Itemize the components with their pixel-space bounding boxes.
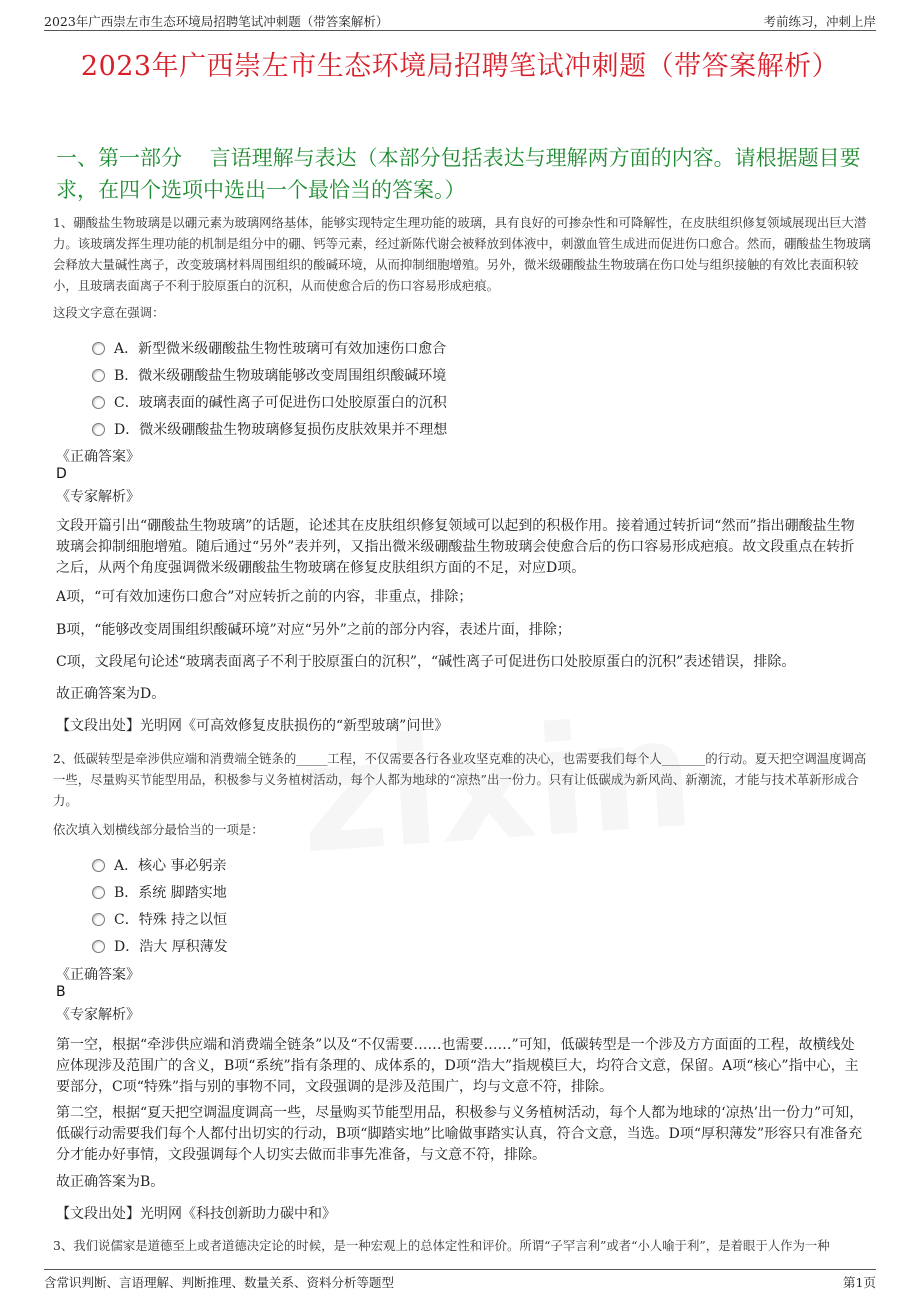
question-1-option-a[interactable]: [92, 337, 446, 359]
analysis-label: 《专家解析》: [56, 1007, 140, 1023]
question-1-prompt: 这段文字意在强调：: [53, 305, 165, 320]
question-2-option-b[interactable]: [92, 881, 227, 903]
page-footer: [44, 1269, 876, 1290]
option-label: A．核心 事必躬亲: [114, 858, 227, 874]
option-label: B．微米级硼酸盐生物玻璃能够改变周围组织酸碱环境: [114, 368, 447, 384]
option-label: D．微米级硼酸盐生物玻璃修复损伤皮肤效果并不理想: [114, 422, 448, 438]
radio-icon[interactable]: [92, 940, 105, 953]
option-label: C．玻璃表面的碱性离子可促进伤口处胶原蛋白的沉积: [114, 395, 447, 411]
page-header: [44, 10, 876, 31]
question-2-stem: 2、低碳转型是牵涉供应端和消费端全链条的_____工程，不仅需要各行各业攻坚克难的决心，也需要我们每个人_______的行动。夏天把空调温度调高一些，尽量购买节能型用品，积极参与义务植树活动，每个人都为地球的“凉热”出一份力。只有让低碳成为新风尚、新潮流，才能与技术革新形成合力。: [53, 751, 867, 808]
option-label: A．新型微米级硼酸盐生物性玻璃可有效加速伤口愈合: [114, 341, 447, 357]
radio-icon[interactable]: [92, 859, 105, 872]
question-2-option-c[interactable]: [92, 908, 227, 930]
question-2-option-a[interactable]: [92, 854, 227, 876]
question-2-analysis-first-blank: 第一空，根据“牵涉供应端和消费端全链条”以及“不仅需要……也需要……”可知，低碳转型是一个涉及方方面面的工程，故横线处应体现涉及范围广的含义，B项“系统”指有条理的、成体系的，D项“浩大”指规模巨大，均符合文意，保留。A项“核心”指中心，主要部分，C项“特殊”指与别的事物不同，文段强调的是涉及范围广，均与文意不符，排除。: [56, 1037, 859, 1095]
radio-icon[interactable]: [92, 423, 105, 436]
footer-description: 含常识判断、言语理解、判断推理、数量关系、资料分析等题型: [44, 1275, 395, 1290]
analysis-label: 《专家解析》: [56, 489, 140, 505]
question-1-analysis-summary: 文段开篇引出“硼酸盐生物玻璃”的话题，论述其在皮肤组织修复领域可以起到的积极作用。接着通过转折词“然而”指出硼酸盐生物玻璃会抑制细胞增殖。随后通过“另外”表并列，又指出微米级硼酸盐生物玻璃会使愈合后的伤口容易形成疤痕。故文段重点在转折之后，从两个角度强调微米级硼酸盐生物玻璃在修复皮肤组织方面的不足，对应D项。: [56, 518, 855, 576]
question-1-option-b[interactable]: [92, 364, 446, 386]
question-2-answer: B: [56, 984, 66, 1000]
option-label: C．特殊 持之以恒: [114, 912, 228, 928]
radio-icon[interactable]: [92, 369, 105, 382]
question-3-stem: 3、我们说儒家是道德至上或者道德决定论的时候，是一种宏观上的总体定性和评价。所谓“子罕言利”或者“小人喻于利”，是着眼于人作为一种: [53, 1238, 830, 1253]
question-1-answer: D: [56, 466, 67, 482]
section-heading: 一、第一部分 言语理解与表达（本部分包括表达与理解两方面的内容。请根据题目要求，在四个选项中选出一个最恰当的答案。）: [56, 146, 861, 202]
question-1-analysis-c: C项，文段尾句论述“玻璃表面离子不利于胶原蛋白的沉积”，“碱性离子可促进伤口处胶原蛋白的沉积”表述错误，排除。: [56, 654, 796, 670]
page-number: 第1页: [843, 1275, 876, 1290]
question-1-option-c[interactable]: [92, 391, 447, 413]
question-2-prompt: 依次填入划横线部分最恰当的一项是：: [53, 822, 264, 837]
answer-label: 《正确答案》: [56, 449, 140, 465]
radio-icon[interactable]: [92, 396, 105, 409]
option-label: B．系统 脚踏实地: [114, 885, 227, 901]
question-2-analysis-second-blank: 第二空，根据“夏天把空调温度调高一些，尽量购买节能型用品，积极参与义务植树活动，每个人都为地球的‘凉热’出一份力”可知，低碳行动需要我们每个人都付出切实的行动，B项“脚踏实地”比喻做事踏实认真，符合文意，当选。D项“厚积薄发”形容只有准备充分才能办好事情，文段强调每个人切实去做而非事先准备，与文意不符，排除。: [56, 1105, 864, 1163]
question-2-option-d[interactable]: [92, 935, 228, 957]
header-doc-title: 2023年广西崇左市生态环境局招聘笔试冲刺题（带答案解析）: [44, 14, 389, 29]
question-1-option-d[interactable]: [92, 418, 447, 440]
question-2-source: 【文段出处】光明网《科技创新助力碳中和》: [56, 1206, 336, 1222]
answer-label: 《正确答案》: [56, 967, 140, 983]
document-title: 2023年广西崇左市生态环境局招聘笔试冲刺题（带答案解析）: [80, 51, 840, 82]
radio-icon[interactable]: [92, 913, 105, 926]
question-2-conclusion: 故正确答案为B。: [56, 1174, 165, 1190]
radio-icon[interactable]: [92, 886, 105, 899]
question-1-analysis-b: B项，“能够改变周围组织酸碱环境”对应“另外”之前的部分内容，表述片面，排除；: [56, 622, 571, 638]
question-1-analysis-a: A项，“可有效加速伤口愈合”对应转折之前的内容，非重点，排除；: [56, 589, 473, 605]
question-1-stem: 1、硼酸盐生物玻璃是以硼元素为玻璃网络基体，能够实现特定生理功能的玻璃，具有良好的可掺杂性和可降解性，在皮肤组织修复领域展现出巨大潜力。该玻璃发挥生理功能的机制是组分中的硼、钙等元素，经过新陈代谢会被释放到体液中，刺激血管生成进而促进伤口愈合。然而，硼酸盐生物玻璃会释放大量碱性离子，改变玻璃材料周围组织的酸碱环境，从而抑制细胞增殖。另外，微米级硼酸盐生物玻璃在伤口处与组织接触的有效比表面积较小，且玻璃表面离子不利于胶原蛋白的沉积，从而使愈合后的伤口容易形成疤痕。: [53, 215, 871, 293]
header-slogan: 考前练习，冲刺上岸: [763, 14, 876, 29]
radio-icon[interactable]: [92, 342, 105, 355]
question-1-conclusion: 故正确答案为D。: [56, 686, 166, 702]
option-label: D．浩大 厚积薄发: [114, 939, 228, 955]
question-1-source: 【文段出处】光明网《可高效修复皮肤损伤的“新型玻璃”问世》: [56, 718, 449, 734]
